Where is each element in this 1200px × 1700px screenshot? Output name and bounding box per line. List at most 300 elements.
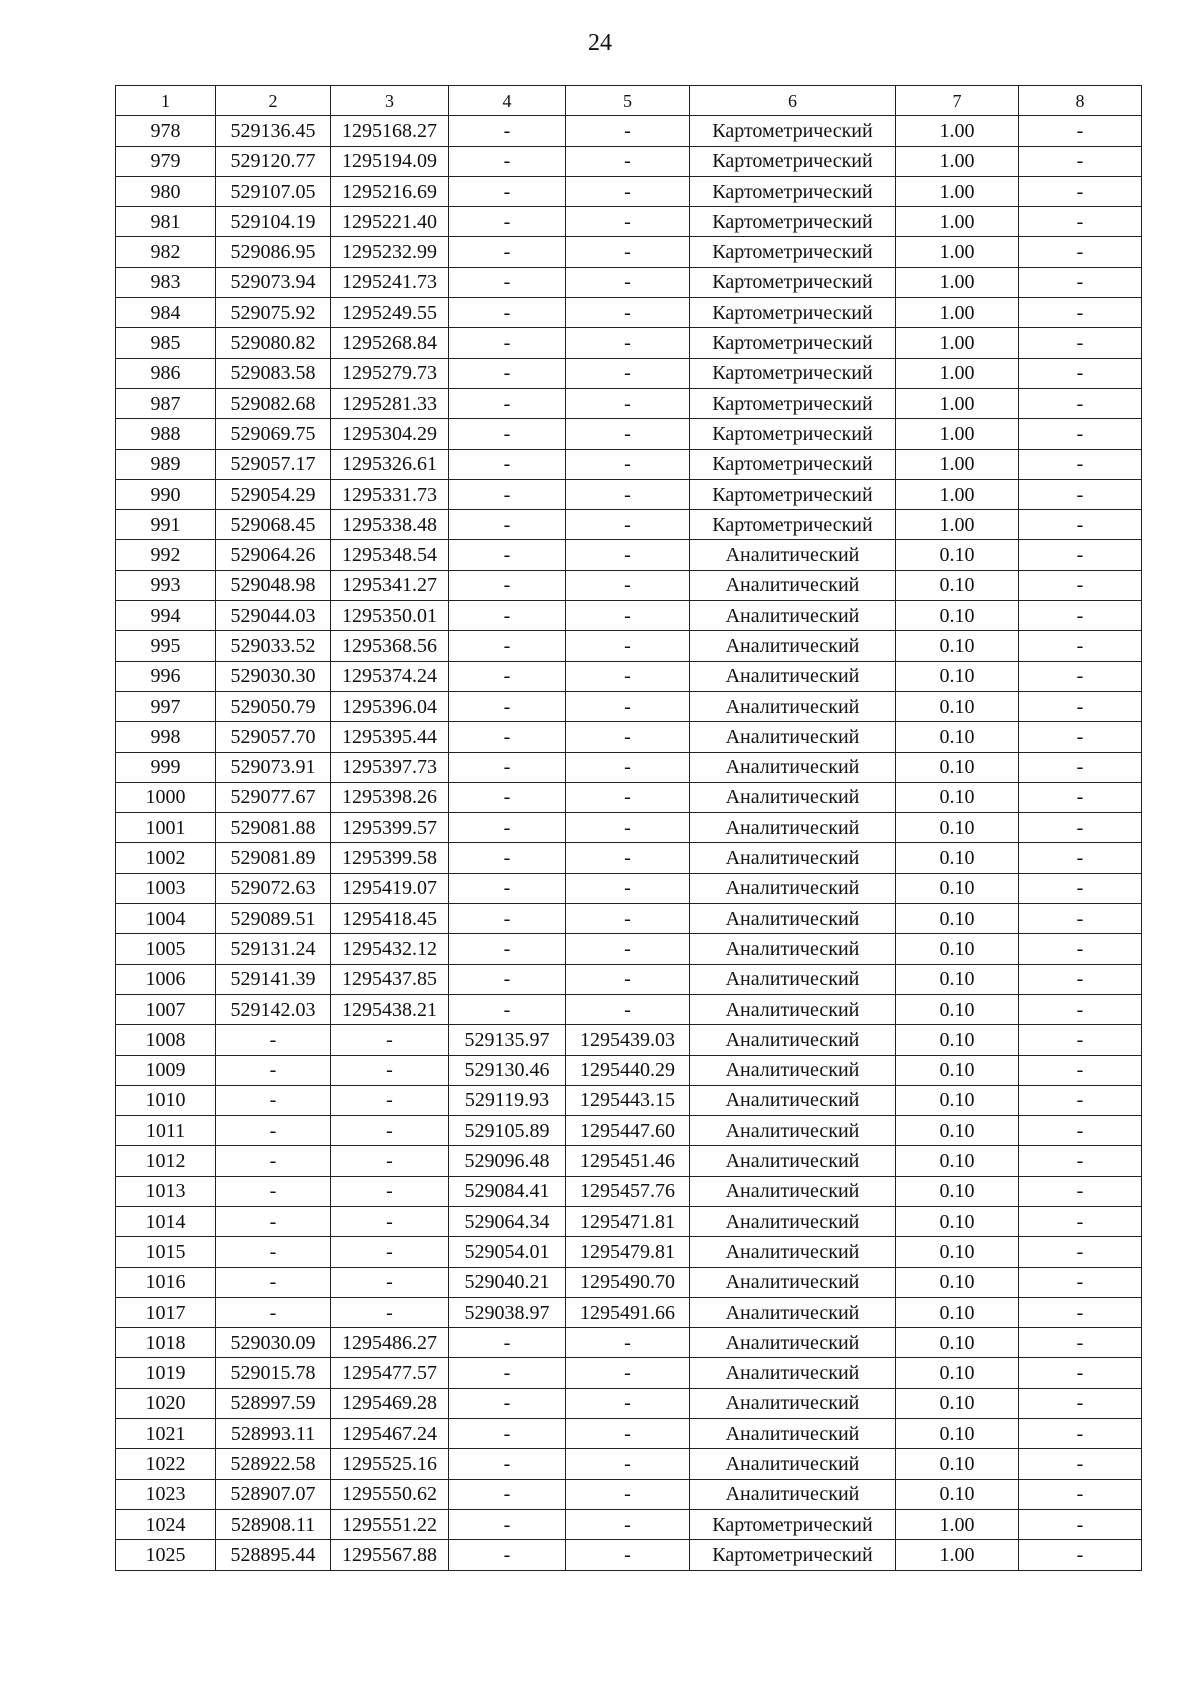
table-cell-col-2: 529080.82 xyxy=(216,328,331,358)
table-cell-col-3: 1295486.27 xyxy=(331,1328,449,1358)
table-cell-col-7: 0.10 xyxy=(896,1146,1019,1176)
table-cell-col-1: 985 xyxy=(116,328,216,358)
table-cell-col-4: - xyxy=(449,1540,566,1570)
table-cell-col-8: - xyxy=(1019,1509,1142,1539)
table-row xyxy=(116,479,1142,509)
table-cell-col-2: 529081.88 xyxy=(216,813,331,843)
table-cell-col-8: - xyxy=(1019,1055,1142,1085)
table-cell-col-7: 0.10 xyxy=(896,661,1019,691)
table-cell-col-6: Картометрический xyxy=(690,1540,896,1570)
table-row xyxy=(116,873,1142,903)
table-cell-col-5: - xyxy=(566,722,690,752)
table-cell-col-1: 1019 xyxy=(116,1358,216,1388)
table-row xyxy=(116,419,1142,449)
table-cell-col-6: Картометрический xyxy=(690,207,896,237)
table-cell-col-5: - xyxy=(566,1509,690,1539)
table-cell-col-6: Аналитический xyxy=(690,1116,896,1146)
table-cell-col-5: 1295451.46 xyxy=(566,1146,690,1176)
table-cell-col-1: 1006 xyxy=(116,964,216,994)
table-cell-col-6: Картометрический xyxy=(690,479,896,509)
table-cell-col-7: 1.00 xyxy=(896,419,1019,449)
table-cell-col-2: 529054.29 xyxy=(216,479,331,509)
table-cell-col-8: - xyxy=(1019,631,1142,661)
table-cell-col-2: - xyxy=(216,1025,331,1055)
table-cell-col-1: 1009 xyxy=(116,1055,216,1085)
table-cell-col-4: - xyxy=(449,661,566,691)
table-cell-col-1: 1016 xyxy=(116,1267,216,1297)
table-cell-col-5: - xyxy=(566,1479,690,1509)
table-cell-col-5: - xyxy=(566,207,690,237)
table-cell-col-3: 1295281.33 xyxy=(331,388,449,418)
table-cell-col-6: Аналитический xyxy=(690,1419,896,1449)
table-cell-col-3: - xyxy=(331,1116,449,1146)
table-cell-col-7: 0.10 xyxy=(896,934,1019,964)
table-cell-col-3: 1295467.24 xyxy=(331,1419,449,1449)
table-row xyxy=(116,1419,1142,1449)
coordinates-table xyxy=(115,85,1142,1571)
table-cell-col-3: - xyxy=(331,1297,449,1327)
table-cell-col-1: 1010 xyxy=(116,1085,216,1115)
table-cell-col-4: - xyxy=(449,419,566,449)
table-cell-col-5: - xyxy=(566,1388,690,1418)
table-cell-col-2: - xyxy=(216,1267,331,1297)
table-cell-col-7: 1.00 xyxy=(896,1509,1019,1539)
table-cell-col-5: - xyxy=(566,510,690,540)
table-cell-col-3: 1295395.44 xyxy=(331,722,449,752)
table-cell-col-5: - xyxy=(566,843,690,873)
table-cell-col-1: 1003 xyxy=(116,873,216,903)
table-cell-col-5: 1295471.81 xyxy=(566,1206,690,1236)
table-cell-col-1: 1014 xyxy=(116,1206,216,1236)
table-cell-col-6: Картометрический xyxy=(690,449,896,479)
table-cell-col-7: 0.10 xyxy=(896,1237,1019,1267)
table-cell-col-8: - xyxy=(1019,1540,1142,1570)
table-cell-col-2: 529073.91 xyxy=(216,752,331,782)
table-cell-col-5: - xyxy=(566,176,690,206)
table-cell-col-4: - xyxy=(449,1358,566,1388)
table-cell-col-7: 0.10 xyxy=(896,601,1019,631)
table-cell-col-1: 1020 xyxy=(116,1388,216,1418)
table-cell-col-2: 529086.95 xyxy=(216,237,331,267)
table-row xyxy=(116,1146,1142,1176)
table-cell-col-8: - xyxy=(1019,904,1142,934)
table-cell-col-6: Аналитический xyxy=(690,1237,896,1267)
table-row xyxy=(116,994,1142,1024)
table-cell-col-2: - xyxy=(216,1237,331,1267)
table-cell-col-2: 529069.75 xyxy=(216,419,331,449)
table-cell-col-1: 1015 xyxy=(116,1237,216,1267)
table-row xyxy=(116,1509,1142,1539)
column-header-3: 3 xyxy=(331,86,449,116)
table-row xyxy=(116,1358,1142,1388)
table-cell-col-1: 1005 xyxy=(116,934,216,964)
table-cell-col-1: 987 xyxy=(116,388,216,418)
table-cell-col-5: - xyxy=(566,1540,690,1570)
table-cell-col-7: 1.00 xyxy=(896,1540,1019,1570)
table-cell-col-5: - xyxy=(566,752,690,782)
table-cell-col-6: Картометрический xyxy=(690,419,896,449)
table-cell-col-4: - xyxy=(449,1449,566,1479)
table-cell-col-5: - xyxy=(566,237,690,267)
table-row xyxy=(116,1206,1142,1236)
table-cell-col-2: 529083.58 xyxy=(216,358,331,388)
table-cell-col-7: 0.10 xyxy=(896,1176,1019,1206)
table-cell-col-6: Аналитический xyxy=(690,994,896,1024)
table-cell-col-2: 529120.77 xyxy=(216,146,331,176)
table-cell-col-6: Аналитический xyxy=(690,1025,896,1055)
table-cell-col-7: 0.10 xyxy=(896,722,1019,752)
table-cell-col-8: - xyxy=(1019,1449,1142,1479)
table-cell-col-5: 1295443.15 xyxy=(566,1085,690,1115)
table-cell-col-7: 1.00 xyxy=(896,176,1019,206)
table-cell-col-3: 1295396.04 xyxy=(331,691,449,721)
table-cell-col-3: 1295221.40 xyxy=(331,207,449,237)
table-cell-col-2: 529044.03 xyxy=(216,601,331,631)
table-cell-col-7: 0.10 xyxy=(896,904,1019,934)
table-cell-col-8: - xyxy=(1019,1479,1142,1509)
table-cell-col-4: - xyxy=(449,1388,566,1418)
table-cell-col-4: - xyxy=(449,782,566,812)
table-cell-col-5: 1295491.66 xyxy=(566,1297,690,1327)
table-cell-col-6: Аналитический xyxy=(690,904,896,934)
table-cell-col-4: - xyxy=(449,449,566,479)
table-cell-col-1: 1001 xyxy=(116,813,216,843)
table-cell-col-4: - xyxy=(449,904,566,934)
table-cell-col-2: 529081.89 xyxy=(216,843,331,873)
table-cell-col-6: Аналитический xyxy=(690,873,896,903)
table-cell-col-8: - xyxy=(1019,1146,1142,1176)
table-row xyxy=(116,1055,1142,1085)
table-row xyxy=(116,328,1142,358)
table-cell-col-4: 529064.34 xyxy=(449,1206,566,1236)
table-cell-col-4: 529084.41 xyxy=(449,1176,566,1206)
table-cell-col-8: - xyxy=(1019,146,1142,176)
table-cell-col-1: 995 xyxy=(116,631,216,661)
table-cell-col-2: 529142.03 xyxy=(216,994,331,1024)
table-row xyxy=(116,631,1142,661)
table-cell-col-4: - xyxy=(449,540,566,570)
table-cell-col-8: - xyxy=(1019,358,1142,388)
table-cell-col-5: - xyxy=(566,1449,690,1479)
table-cell-col-7: 0.10 xyxy=(896,1358,1019,1388)
table-cell-col-8: - xyxy=(1019,994,1142,1024)
table-cell-col-1: 1011 xyxy=(116,1116,216,1146)
table-cell-col-8: - xyxy=(1019,479,1142,509)
table-cell-col-8: - xyxy=(1019,1085,1142,1115)
table-row xyxy=(116,570,1142,600)
table-cell-col-8: - xyxy=(1019,1388,1142,1418)
table-cell-col-8: - xyxy=(1019,176,1142,206)
table-cell-col-1: 1024 xyxy=(116,1509,216,1539)
table-cell-col-7: 0.10 xyxy=(896,1479,1019,1509)
table-cell-col-4: - xyxy=(449,934,566,964)
table-cell-col-3: 1295268.84 xyxy=(331,328,449,358)
table-row xyxy=(116,449,1142,479)
table-cell-col-7: 1.00 xyxy=(896,328,1019,358)
table-cell-col-8: - xyxy=(1019,388,1142,418)
table-cell-col-7: 0.10 xyxy=(896,843,1019,873)
table-cell-col-1: 992 xyxy=(116,540,216,570)
table-cell-col-4: - xyxy=(449,1509,566,1539)
table-cell-col-4: - xyxy=(449,752,566,782)
table-cell-col-5: - xyxy=(566,540,690,570)
table-cell-col-4: - xyxy=(449,328,566,358)
table-cell-col-1: 979 xyxy=(116,146,216,176)
table-cell-col-4: - xyxy=(449,570,566,600)
table-cell-col-3: - xyxy=(331,1085,449,1115)
table-cell-col-4: - xyxy=(449,479,566,509)
table-cell-col-7: 0.10 xyxy=(896,813,1019,843)
table-cell-col-3: - xyxy=(331,1176,449,1206)
table-cell-col-6: Аналитический xyxy=(690,1479,896,1509)
table-row xyxy=(116,843,1142,873)
table-row xyxy=(116,1328,1142,1358)
table-cell-col-3: 1295525.16 xyxy=(331,1449,449,1479)
table-row xyxy=(116,1025,1142,1055)
table-cell-col-3: 1295550.62 xyxy=(331,1479,449,1509)
table-cell-col-3: 1295418.45 xyxy=(331,904,449,934)
table-cell-col-3: 1295194.09 xyxy=(331,146,449,176)
table-cell-col-4: - xyxy=(449,843,566,873)
table-cell-col-5: - xyxy=(566,570,690,600)
table-cell-col-3: 1295399.58 xyxy=(331,843,449,873)
table-cell-col-1: 1007 xyxy=(116,994,216,1024)
table-cell-col-6: Аналитический xyxy=(690,631,896,661)
table-cell-col-7: 1.00 xyxy=(896,207,1019,237)
table-cell-col-3: 1295432.12 xyxy=(331,934,449,964)
table-cell-col-8: - xyxy=(1019,601,1142,631)
table-cell-col-8: - xyxy=(1019,1206,1142,1236)
table-cell-col-1: 1021 xyxy=(116,1419,216,1449)
table-cell-col-7: 0.10 xyxy=(896,1206,1019,1236)
table-cell-col-5: - xyxy=(566,358,690,388)
column-header-5: 5 xyxy=(566,86,690,116)
column-header-6: 6 xyxy=(690,86,896,116)
table-cell-col-4: - xyxy=(449,388,566,418)
table-row xyxy=(116,1449,1142,1479)
table-cell-col-2: 529048.98 xyxy=(216,570,331,600)
table-row xyxy=(116,510,1142,540)
table-cell-col-8: - xyxy=(1019,752,1142,782)
table-cell-col-3: 1295348.54 xyxy=(331,540,449,570)
table-cell-col-7: 1.00 xyxy=(896,267,1019,297)
table-cell-col-2: 528993.11 xyxy=(216,1419,331,1449)
table-cell-col-6: Картометрический xyxy=(690,388,896,418)
table-cell-col-4: - xyxy=(449,176,566,206)
table-row xyxy=(116,207,1142,237)
table-cell-col-4: - xyxy=(449,813,566,843)
table-cell-col-6: Аналитический xyxy=(690,722,896,752)
table-cell-col-7: 1.00 xyxy=(896,479,1019,509)
table-cell-col-7: 0.10 xyxy=(896,1055,1019,1085)
table-cell-col-6: Картометрический xyxy=(690,146,896,176)
table-cell-col-5: - xyxy=(566,631,690,661)
table-cell-col-3: 1295279.73 xyxy=(331,358,449,388)
table-cell-col-7: 0.10 xyxy=(896,994,1019,1024)
table-cell-col-7: 1.00 xyxy=(896,449,1019,479)
table-cell-col-1: 996 xyxy=(116,661,216,691)
table-cell-col-4: - xyxy=(449,601,566,631)
table-cell-col-1: 994 xyxy=(116,601,216,631)
table-cell-col-3: 1295168.27 xyxy=(331,116,449,146)
column-header-1: 1 xyxy=(116,86,216,116)
table-cell-col-2: 528997.59 xyxy=(216,1388,331,1418)
table-cell-col-6: Аналитический xyxy=(690,1176,896,1206)
table-row xyxy=(116,267,1142,297)
table-cell-col-4: - xyxy=(449,207,566,237)
table-row xyxy=(116,1116,1142,1146)
table-cell-col-2: 529057.17 xyxy=(216,449,331,479)
table-cell-col-7: 0.10 xyxy=(896,1388,1019,1418)
table-cell-col-8: - xyxy=(1019,934,1142,964)
table-cell-col-8: - xyxy=(1019,510,1142,540)
table-cell-col-5: - xyxy=(566,782,690,812)
table-cell-col-3: 1295326.61 xyxy=(331,449,449,479)
table-cell-col-8: - xyxy=(1019,1116,1142,1146)
page-number: 24 xyxy=(588,30,612,56)
table-cell-col-2: 529141.39 xyxy=(216,964,331,994)
table-cell-col-1: 1000 xyxy=(116,782,216,812)
table-cell-col-5: - xyxy=(566,449,690,479)
table-cell-col-8: - xyxy=(1019,691,1142,721)
table-cell-col-7: 0.10 xyxy=(896,570,1019,600)
table-cell-col-1: 986 xyxy=(116,358,216,388)
table-cell-col-7: 1.00 xyxy=(896,237,1019,267)
table-cell-col-2: - xyxy=(216,1176,331,1206)
table-cell-col-8: - xyxy=(1019,873,1142,903)
table-body xyxy=(116,116,1142,1570)
table-row xyxy=(116,237,1142,267)
table-cell-col-7: 1.00 xyxy=(896,298,1019,328)
table-cell-col-2: 529075.92 xyxy=(216,298,331,328)
table-cell-col-3: - xyxy=(331,1146,449,1176)
table-row xyxy=(116,1267,1142,1297)
table-row xyxy=(116,813,1142,843)
table-cell-col-8: - xyxy=(1019,1176,1142,1206)
table-cell-col-8: - xyxy=(1019,1328,1142,1358)
table-cell-col-3: 1295341.27 xyxy=(331,570,449,600)
table-cell-col-7: 1.00 xyxy=(896,146,1019,176)
table-cell-col-8: - xyxy=(1019,813,1142,843)
table-cell-col-1: 998 xyxy=(116,722,216,752)
table-row xyxy=(116,1540,1142,1570)
table-cell-col-1: 1008 xyxy=(116,1025,216,1055)
table-row xyxy=(116,752,1142,782)
table-cell-col-5: - xyxy=(566,964,690,994)
table-row xyxy=(116,661,1142,691)
table-cell-col-2: 529030.09 xyxy=(216,1328,331,1358)
table-cell-col-8: - xyxy=(1019,570,1142,600)
table-cell-col-6: Аналитический xyxy=(690,1328,896,1358)
table-row xyxy=(116,1297,1142,1327)
table-row xyxy=(116,601,1142,631)
table-cell-col-2: 528908.11 xyxy=(216,1509,331,1539)
table-cell-col-7: 0.10 xyxy=(896,631,1019,661)
table-cell-col-3: 1295338.48 xyxy=(331,510,449,540)
table-cell-col-3: 1295551.22 xyxy=(331,1509,449,1539)
column-header-2: 2 xyxy=(216,86,331,116)
table-cell-col-1: 1025 xyxy=(116,1540,216,1570)
table-cell-col-2: 529073.94 xyxy=(216,267,331,297)
table-cell-col-6: Картометрический xyxy=(690,176,896,206)
table-row xyxy=(116,904,1142,934)
table-cell-col-8: - xyxy=(1019,843,1142,873)
table-cell-col-1: 1012 xyxy=(116,1146,216,1176)
table-cell-col-6: Аналитический xyxy=(690,1297,896,1327)
table-cell-col-7: 0.10 xyxy=(896,540,1019,570)
table-cell-col-7: 1.00 xyxy=(896,510,1019,540)
table-row xyxy=(116,934,1142,964)
table-cell-col-3: 1295232.99 xyxy=(331,237,449,267)
table-cell-col-2: 529033.52 xyxy=(216,631,331,661)
table-row xyxy=(116,722,1142,752)
table-cell-col-3: 1295567.88 xyxy=(331,1540,449,1570)
table-cell-col-8: - xyxy=(1019,722,1142,752)
table-cell-col-6: Аналитический xyxy=(690,813,896,843)
table-cell-col-4: 529038.97 xyxy=(449,1297,566,1327)
table-cell-col-3: 1295249.55 xyxy=(331,298,449,328)
table-cell-col-4: - xyxy=(449,116,566,146)
table-cell-col-2: 529050.79 xyxy=(216,691,331,721)
table-cell-col-3: 1295374.24 xyxy=(331,661,449,691)
table-cell-col-2: - xyxy=(216,1116,331,1146)
table-cell-col-1: 993 xyxy=(116,570,216,600)
table-cell-col-5: 1295457.76 xyxy=(566,1176,690,1206)
table-cell-col-1: 980 xyxy=(116,176,216,206)
table-cell-col-3: - xyxy=(331,1025,449,1055)
table-cell-col-2: 528922.58 xyxy=(216,1449,331,1479)
table-cell-col-5: 1295447.60 xyxy=(566,1116,690,1146)
table-header-row xyxy=(116,86,1142,116)
table-cell-col-3: 1295399.57 xyxy=(331,813,449,843)
column-header-7: 7 xyxy=(896,86,1019,116)
table-cell-col-2: 529057.70 xyxy=(216,722,331,752)
table-row xyxy=(116,1176,1142,1206)
table-cell-col-1: 997 xyxy=(116,691,216,721)
table-cell-col-5: - xyxy=(566,267,690,297)
table-cell-col-4: - xyxy=(449,631,566,661)
table-row xyxy=(116,388,1142,418)
table-cell-col-1: 981 xyxy=(116,207,216,237)
table-cell-col-6: Аналитический xyxy=(690,1146,896,1176)
table-cell-col-7: 0.10 xyxy=(896,1419,1019,1449)
column-header-8: 8 xyxy=(1019,86,1142,116)
table-cell-col-8: - xyxy=(1019,267,1142,297)
table-cell-col-3: 1295437.85 xyxy=(331,964,449,994)
table-row xyxy=(116,1388,1142,1418)
table-cell-col-7: 0.10 xyxy=(896,964,1019,994)
table-row xyxy=(116,116,1142,146)
table-cell-col-5: 1295439.03 xyxy=(566,1025,690,1055)
table-cell-col-5: - xyxy=(566,661,690,691)
table-cell-col-2: - xyxy=(216,1055,331,1085)
table-cell-col-6: Картометрический xyxy=(690,510,896,540)
table-cell-col-4: 529105.89 xyxy=(449,1116,566,1146)
table-cell-col-7: 0.10 xyxy=(896,1267,1019,1297)
table-cell-col-5: - xyxy=(566,419,690,449)
table-cell-col-5: 1295479.81 xyxy=(566,1237,690,1267)
table-cell-col-7: 1.00 xyxy=(896,116,1019,146)
table-cell-col-3: 1295419.07 xyxy=(331,873,449,903)
table-cell-col-5: - xyxy=(566,873,690,903)
table-cell-col-8: - xyxy=(1019,116,1142,146)
table-cell-col-1: 1017 xyxy=(116,1297,216,1327)
table-cell-col-3: 1295397.73 xyxy=(331,752,449,782)
table-cell-col-4: - xyxy=(449,146,566,176)
table-cell-col-8: - xyxy=(1019,1419,1142,1449)
table-cell-col-6: Аналитический xyxy=(690,1449,896,1479)
table-cell-col-8: - xyxy=(1019,1025,1142,1055)
